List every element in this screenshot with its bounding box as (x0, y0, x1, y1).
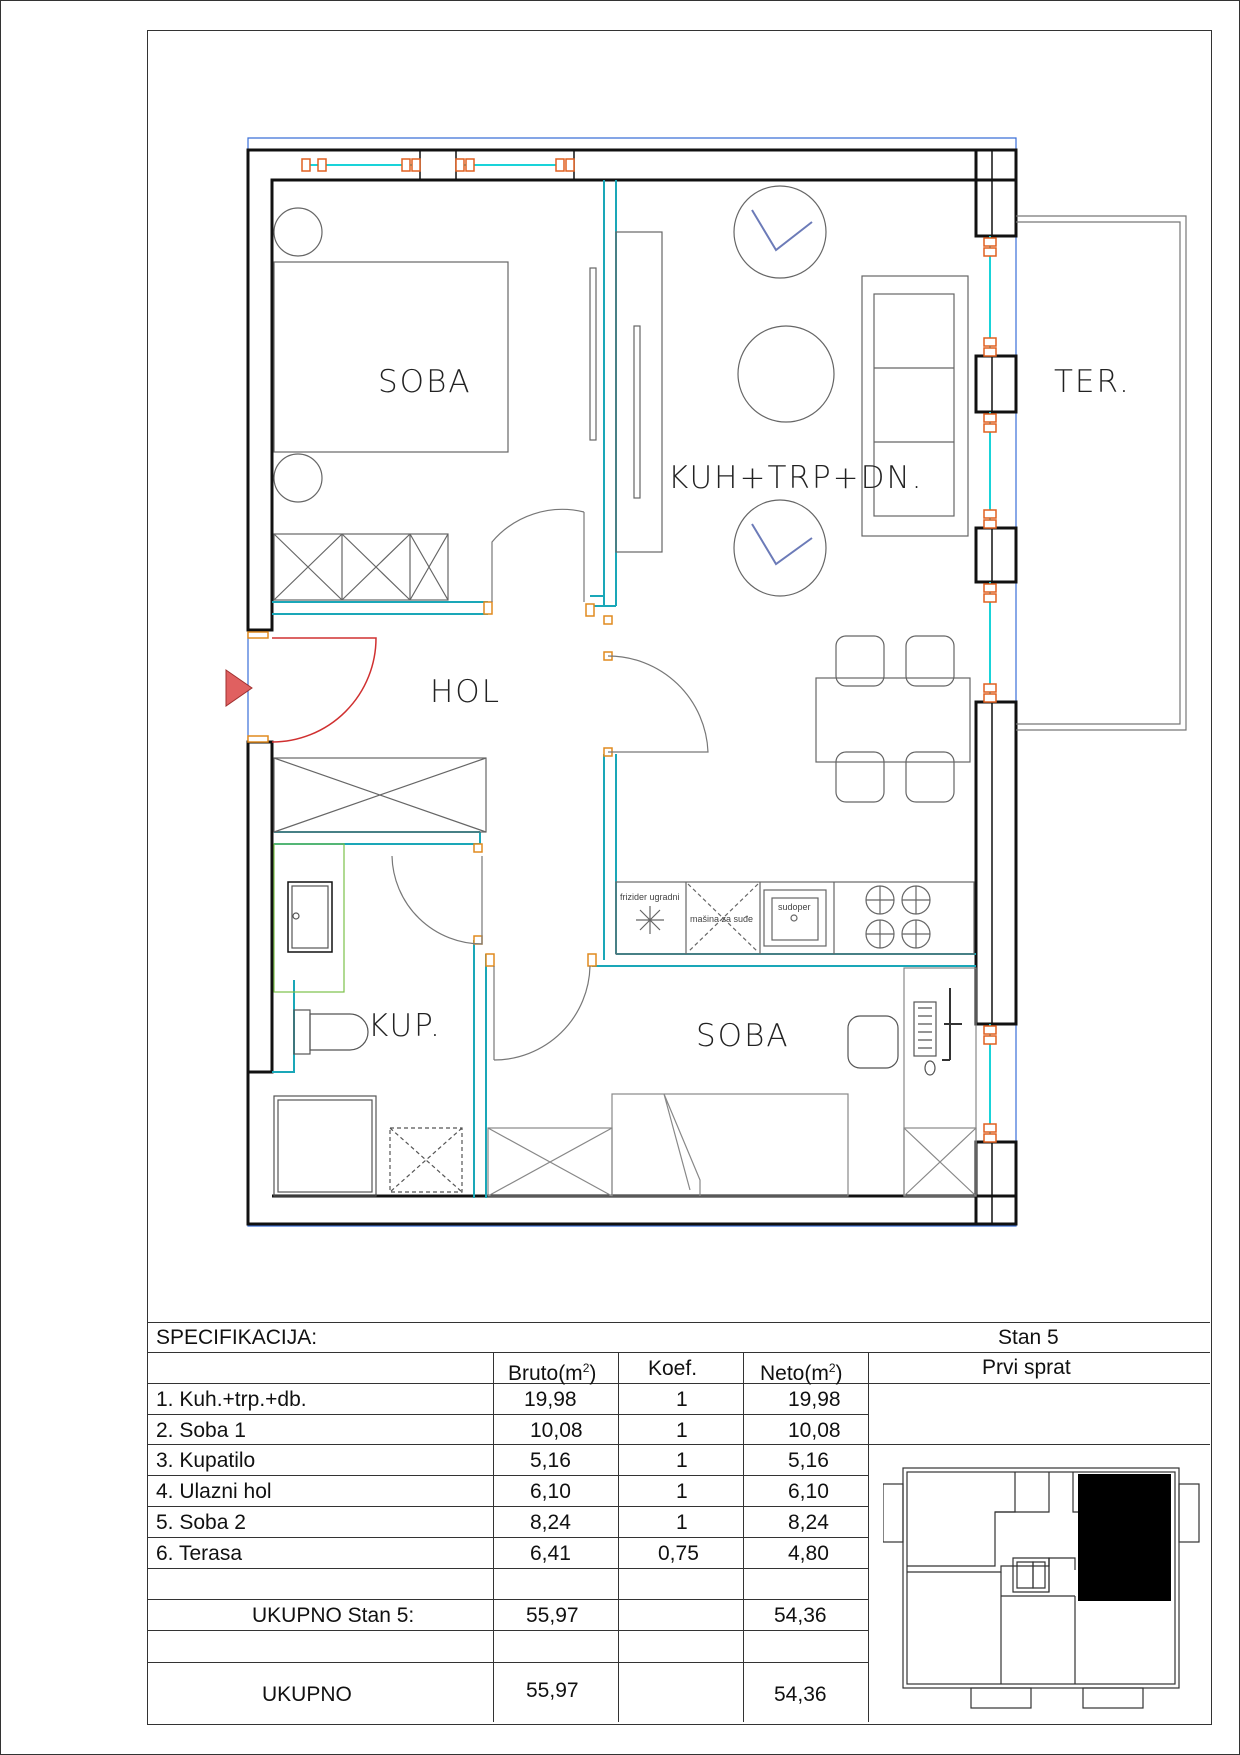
room-label-kitchen: KUH+TRP+DN. (668, 460, 924, 496)
room-label-terrace: TER. (1054, 364, 1131, 400)
total-bruto: 55,97 (526, 1679, 579, 1702)
interior-walls (272, 180, 976, 1198)
room-label-soba1: SOBA (378, 364, 472, 400)
row-neto: 8,24 (788, 1511, 829, 1534)
fridge-label: frizider ugradni (620, 892, 680, 902)
windows (306, 165, 990, 1142)
row-neto: 10,08 (788, 1419, 841, 1442)
row-bruto: 10,08 (530, 1419, 583, 1442)
room-label-bathroom: KUP. (368, 1008, 442, 1044)
row-name: 6. Terasa (156, 1542, 242, 1565)
entry-door (272, 638, 376, 742)
room-label-hall: HOL (430, 674, 501, 710)
row-koef: 0,75 (658, 1542, 699, 1565)
living-furniture (734, 186, 968, 596)
total-label: UKUPNO (262, 1683, 352, 1706)
header-neto: $Neto(m^2)$ (760, 1361, 843, 1385)
row-bruto: 6,10 (530, 1480, 571, 1503)
row-name: 4. Ulazni hol (156, 1480, 272, 1503)
row-koef: 1 (676, 1511, 688, 1534)
header-koef: Koef. (648, 1357, 698, 1380)
row-bruto: 8,24 (530, 1511, 571, 1534)
plan-outline (248, 138, 1016, 1226)
row-bruto: 5,16 (530, 1449, 571, 1472)
row-neto: 4,80 (788, 1542, 829, 1565)
door-jambs (248, 602, 612, 966)
sink-label: sudoper (778, 902, 811, 912)
subtotal-neto: 54,36 (774, 1604, 827, 1627)
row-neto: 5,16 (788, 1449, 829, 1472)
spec-title: SPECIFIKACIJA: (156, 1326, 318, 1349)
row-name: 3. Kupatilo (156, 1449, 256, 1472)
row-bruto: 6,41 (530, 1542, 571, 1565)
row-koef: 1 (676, 1480, 688, 1503)
row-bruto: 19,98 (524, 1388, 577, 1411)
room-label-soba2: SOBA (696, 1018, 790, 1054)
row-name: 1. Kuh.+trp.+db. (156, 1388, 307, 1411)
subtotal-label: UKUPNO Stan 5: (252, 1604, 415, 1627)
dishwasher-label: mašina za suđe (690, 914, 754, 924)
row-neto: 6,10 (788, 1480, 829, 1503)
row-koef: 1 (676, 1419, 688, 1442)
floor-label: Prvi sprat (982, 1356, 1071, 1379)
hall-wardrobe (274, 758, 486, 832)
row-koef: 1 (676, 1388, 688, 1411)
row-koef: 1 (676, 1449, 688, 1472)
row-name: 5. Soba 2 (156, 1511, 246, 1534)
window-frames (302, 159, 996, 1142)
bedroom2-furniture (488, 968, 976, 1196)
terrace (1016, 216, 1186, 730)
total-neto: 54,36 (774, 1683, 827, 1706)
apartment-highlight (1078, 1474, 1171, 1601)
doors (392, 509, 708, 1060)
specification-table (148, 1322, 1210, 1722)
apartment-label: Stan 5 (998, 1326, 1059, 1349)
header-bruto: $Bruto(m^2)$ (508, 1361, 597, 1385)
key-plan (883, 1462, 1203, 1720)
row-neto: 19,98 (788, 1388, 841, 1411)
dining-set (816, 636, 970, 802)
subtotal-bruto: 55,97 (526, 1604, 579, 1627)
row-name: 2. Soba 1 (156, 1419, 246, 1442)
